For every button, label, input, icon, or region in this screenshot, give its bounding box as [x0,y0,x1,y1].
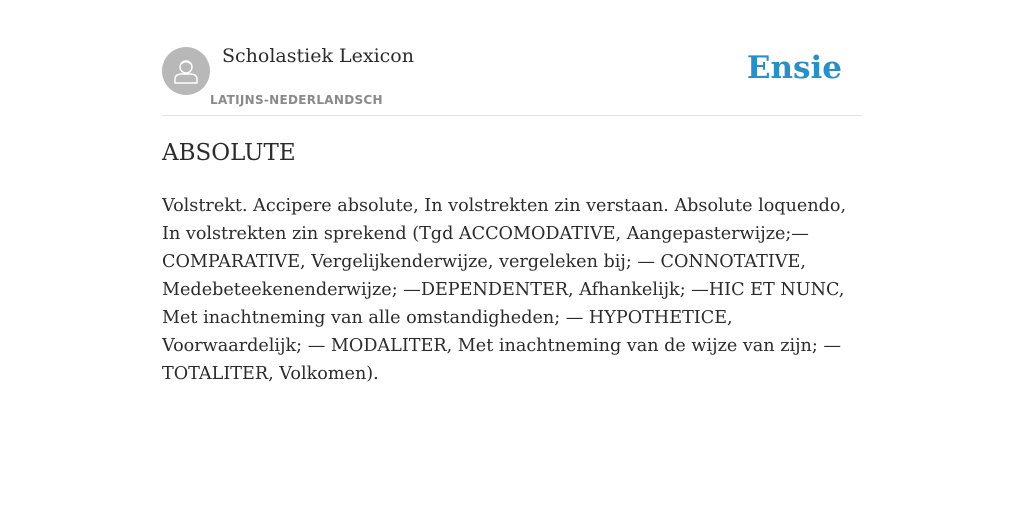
source-header [162,0,862,116]
page-container [162,0,862,384]
source-subtitle: LATIJNS-NEDERLANDSCH [210,93,383,107]
source-title[interactable]: Scholastiek Lexicon [222,45,414,67]
ensie-logo-link[interactable]: Ensie [746,50,842,86]
source-avatar[interactable] [162,47,210,95]
entry-term: ABSOLUTE [162,140,296,166]
user-icon [171,56,201,86]
entry-definition: Volstrekt. Accipere absolute, In volstrekten zin verstaan. Absolute loquendo, In volstrekten zin sprekend (Tgd ACCOMODATIVE, Aangepasterwijze;— COMPARATIVE, Vergelijkenderwijze, vergeleken bij; — CONNOTATIVE, Medebeteekenenderwijze; —DEPENDENTER, Afhankelijk; —HIC ET NUNC, Met inachtneming van alle omstandigheden; — HYPOTHETICE, Voorwaardelijk; — MODALITER, Met inachtneming van de wijze van zijn; — TOTALITER, Volkomen). [162,196,847,384]
